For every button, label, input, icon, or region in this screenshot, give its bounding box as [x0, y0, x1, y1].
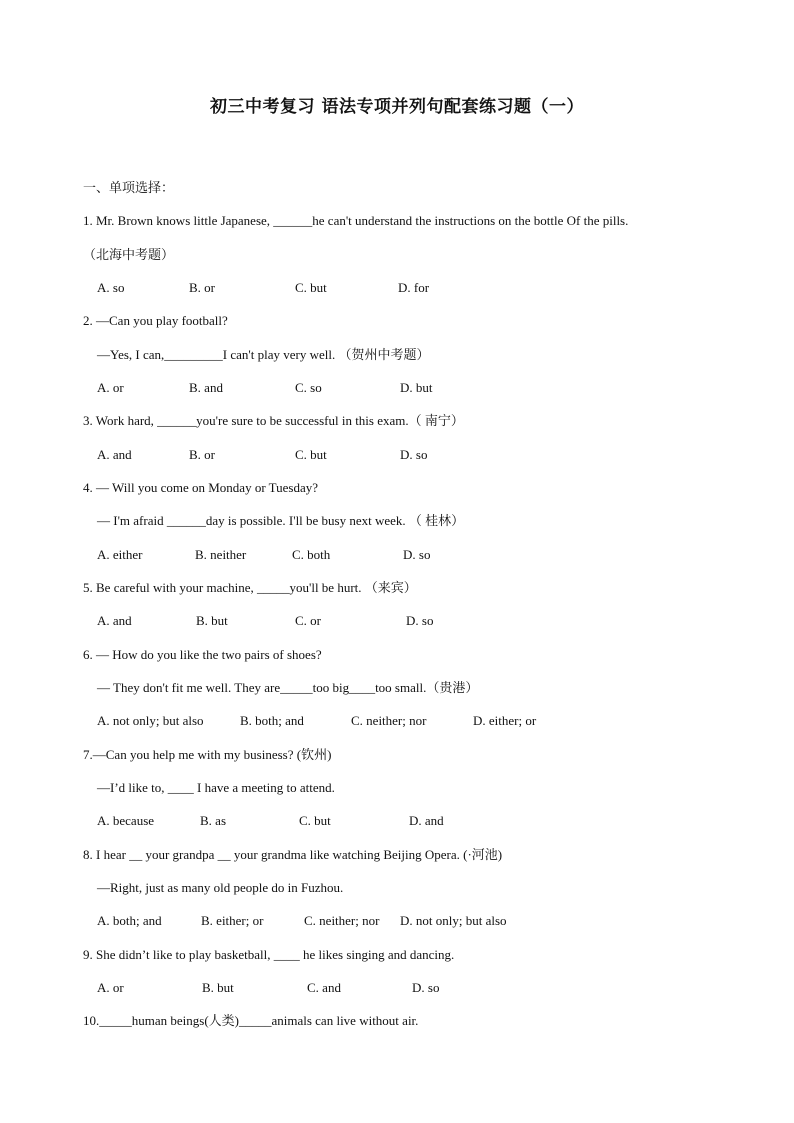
question-9-option-c: C. and: [307, 980, 341, 995]
question-6-line-1: 6. — How do you like the two pairs of shoes?: [83, 647, 322, 662]
question-3-option-c: C. but: [295, 447, 327, 462]
question-5-option-c: C. or: [295, 613, 321, 628]
question-8-line-1: 8. I hear __ your grandpa __ your grandma like watching Beijing Opera. (·河池): [83, 847, 503, 862]
question-2-option-c: C. so: [295, 380, 322, 395]
question-1-option-c: C. but: [295, 280, 327, 295]
question-9-line-1: 9. She didn’t like to play basketball, ____ he likes singing and dancing.: [83, 947, 455, 962]
question-1-line-1: 1. Mr. Brown knows little Japanese, ______he can't understand the instructions on the bottle Of the pills.: [83, 213, 629, 228]
question-4-line-2: — I'm afraid ______day is possible. I'll be busy next week. （ 桂林）: [97, 513, 465, 528]
question-3-line-1: 3. Work hard, ______you're sure to be successful in this exam.（ 南宁）: [83, 413, 464, 428]
question-8-line-2: —Right, just as many old people do in Fuzhou.: [97, 880, 344, 895]
question-4-option-c: C. both: [292, 547, 331, 562]
question-6-option-a: A. not only; but also: [97, 713, 204, 728]
question-7-line-1: 7.—Can you help me with my business? (钦州): [83, 747, 332, 762]
question-5-option-d: D. so: [406, 613, 434, 628]
question-2-option-a: A. or: [97, 380, 124, 395]
question-7-option-d: D. and: [409, 813, 444, 828]
question-5-option-a: A. and: [97, 613, 132, 628]
question-5-option-b: B. but: [196, 613, 228, 628]
question-1-option-b: B. or: [189, 280, 215, 295]
question-1-line-2: （北海中考题）: [83, 247, 175, 262]
question-4-option-d: D. so: [403, 547, 431, 562]
question-9-option-d: D. so: [412, 980, 440, 995]
question-8-option-c: C. neither; nor: [304, 913, 380, 928]
question-1-option-d: D. for: [398, 280, 430, 295]
question-7-option-a: A. because: [97, 813, 155, 828]
question-9-option-b: B. but: [202, 980, 234, 995]
question-8-option-d: D. not only; but also: [400, 913, 507, 928]
question-7-option-c: C. but: [299, 813, 331, 828]
question-1-option-a: A. so: [97, 280, 125, 295]
page-title: 初三中考复习 语法专项并列句配套练习题（一）: [210, 97, 584, 117]
question-2-option-b: B. and: [189, 380, 223, 395]
question-5-line-1: 5. Be careful with your machine, _____you'll be hurt. （来宾）: [83, 580, 417, 595]
question-6-option-c: C. neither; nor: [351, 713, 427, 728]
question-3-option-b: B. or: [189, 447, 215, 462]
question-4-option-b: B. neither: [195, 547, 247, 562]
question-8-option-a: A. both; and: [97, 913, 162, 928]
question-3-option-a: A. and: [97, 447, 132, 462]
question-2-option-d: D. but: [400, 380, 433, 395]
question-6-option-b: B. both; and: [240, 713, 304, 728]
question-3-option-d: D. so: [400, 447, 428, 462]
question-7-option-b: B. as: [200, 813, 226, 828]
question-2-line-1: 2. —Can you play football?: [83, 313, 228, 328]
section-heading: 一、单项选择：: [83, 181, 175, 196]
question-9-option-a: A. or: [97, 980, 124, 995]
question-4-line-1: 4. — Will you come on Monday or Tuesday?: [83, 480, 319, 495]
question-6-line-2: — They don't fit me well. They are_____too big____too small.（贵港）: [97, 680, 479, 695]
question-10-line-1: 10._____human beings(人类)_____animals can live without air.: [83, 1013, 419, 1028]
question-7-line-2: —I’d like to, ____ I have a meeting to attend.: [97, 780, 335, 795]
question-2-line-2: —Yes, I can,_________I can't play very well. （贺州中考题）: [97, 347, 430, 362]
question-4-option-a: A. either: [97, 547, 143, 562]
question-6-option-d: D. either; or: [473, 713, 537, 728]
question-8-option-b: B. either; or: [201, 913, 264, 928]
